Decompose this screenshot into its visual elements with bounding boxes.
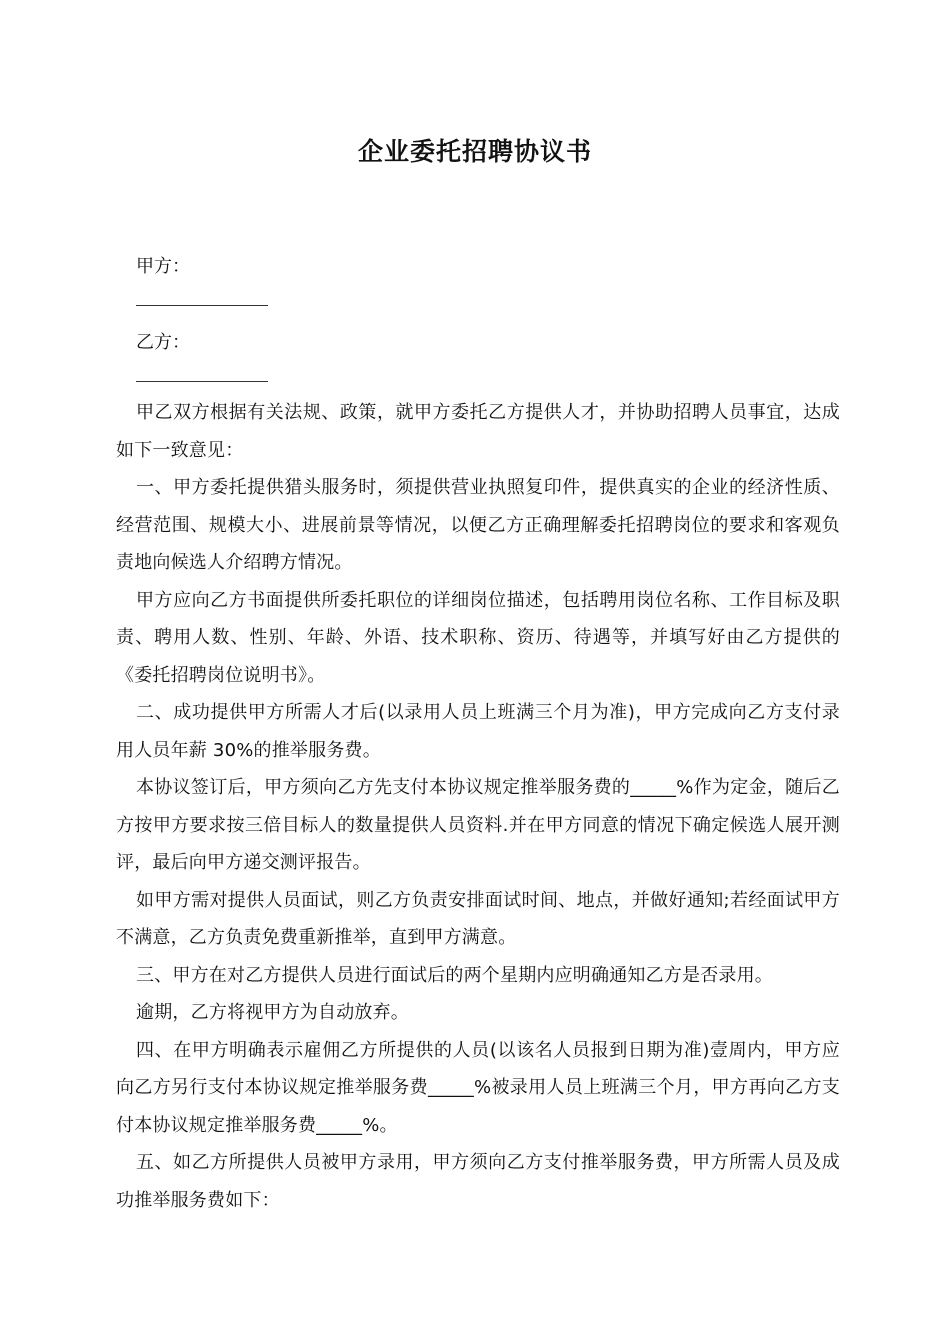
party-a-blank-line	[136, 305, 268, 306]
clause-1-detail-paragraph: 甲方应向乙方书面提供所委托职位的详细岗位描述，包括聘用岗位名称、工作目标及职责、聘用人数、性别、年龄、外语、技术职称、资历、待遇等，并填写好由乙方提供的《委托招聘岗位说明书》。	[116, 589, 840, 686]
clause-3-paragraph: 三、甲方在对乙方提供人员进行面试后的两个星期内应明确通知乙方是否录用。	[136, 964, 773, 986]
agreement-body	[116, 394, 840, 1219]
clause-1-paragraph: 一、甲方委托提供猎头服务时，须提供营业执照复印件，提供真实的企业的经济性质、经营范围、规模大小、进展前景等情况，以便乙方正确理解委托招聘岗位的要求和客观负责地向候选人介绍聘方情况。	[116, 477, 840, 573]
document-title: 企业委托招聘协议书	[357, 137, 592, 166]
party-b-label: 乙方：	[136, 332, 190, 353]
clause-4-paragraph: 四、在甲方明确表示雇佣乙方所提供的人员(以该名人员报到日期为准)壹周内，甲方应向乙方另行支付本协议规定推举服务费_____%被录用人员上班满三个月，甲方再向乙方支付本协议规定推举服务费_____%。	[116, 1039, 840, 1136]
party-a-label: 甲方：	[136, 256, 190, 277]
clause-2-paragraph: 二、成功提供甲方所需人才后(以录用人员上班满三个月为准)，甲方完成向乙方支付录用人员年薪 30%的推举服务费。	[116, 702, 840, 761]
deposit-paragraph: 本协议签订后，甲方须向乙方先支付本协议规定推举服务费的_____%作为定金，随后乙方按甲方要求按三倍目标人的数量提供人员资料.并在甲方同意的情况下确定候选人展开测评，最后向甲方递交测评报告。	[116, 777, 840, 873]
clause-5-paragraph: 五、如乙方所提供人员被甲方录用，甲方须向乙方支付推举服务费，甲方所需人员及成功推举服务费如下：	[116, 1152, 840, 1211]
intro-paragraph: 甲乙双方根据有关法规、政策，就甲方委托乙方提供人才，并协助招聘人员事宜，达成如下一致意见：	[116, 402, 840, 461]
party-b-blank-line	[136, 381, 268, 382]
interview-paragraph: 如甲方需对提供人员面试，则乙方负责安排面试时间、地点，并做好通知;若经面试甲方不满意，乙方负责免费重新推举，直到甲方满意。	[116, 889, 840, 948]
overdue-paragraph: 逾期，乙方将视甲方为自动放弃。	[136, 1002, 409, 1023]
